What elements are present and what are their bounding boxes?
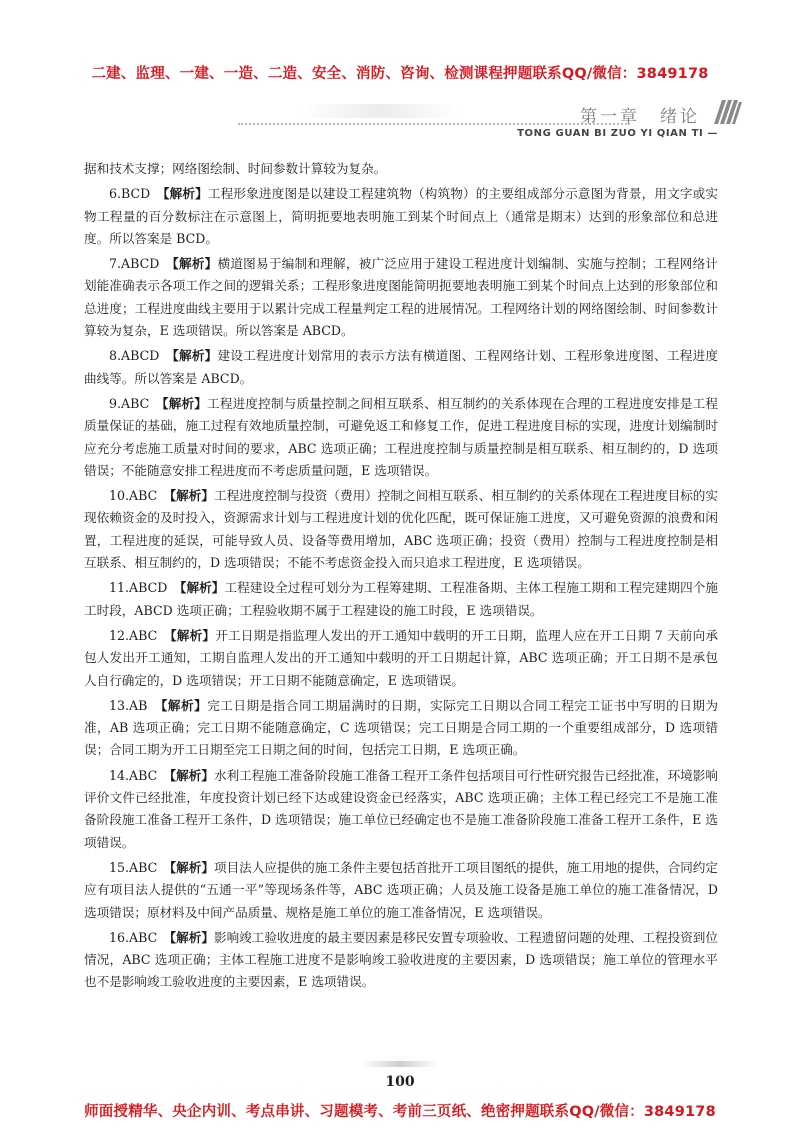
answer-explanations [84,158,718,997]
top-promo-banner: 二建、监理、一建、一造、二造、安全、消防、咨询、检测课程押题联系QQ/微信：3849178 [91,66,709,82]
answer-number: 14.ABC [109,767,158,783]
header-dotted-line [238,123,630,125]
answer-number: 7.ABCD [109,256,160,272]
answer-paragraph [84,695,718,762]
answer-paragraph [84,158,718,180]
analysis-text: 建设工程进度计划常用的表示方法有横道图、工程网络计划、工程形象进度图、工程进度曲线等。所以答案是 ABCD。 [84,348,719,386]
analysis-text: 工程形象进度图是以建设工程建筑物（构筑物）的主要组成部分示意图为背景，用文字或实物工程量的百分数标注在示意图上，简明扼要地表明施工到某个时间点上（通常是期末）达到的形象部位和总进度。所以答案是 BCD。 [84,186,719,246]
answer-number: 12.ABC [109,627,158,643]
answer-number: 13.AB [109,697,148,713]
analysis-tag: 【解析】 [162,395,208,411]
answer-number: 15.ABC [109,859,158,875]
analysis-text: 横道图易于编制和理解，被广泛应用于建设工程进度计划编制、实施与控制；工程网络计划能准确表示各项工作之间的逻辑关系；工程形象进度图能简明扼要地表明施工到某个时间点上达到的形象部位和总进度；工程进度曲线主要用于以累计完成工程量判定工程的进展情况。工程网络计划的网络图绘制、时间参数计算较为复杂，E 选项错误。所以答案是 ABCD。 [84,256,719,339]
analysis-text: 水利工程施工准备阶段施工准备工程开工条件包括项目可行性研究报告已经批准，环境影响评价文件已经批准，年度投资计划已经下达或建设资金已经落实，ABC 选项正确；主体工程已经完工不是施工准备阶段施工准备工程开工条件，D 选项错误；施工单位已经确定也不是施工准备阶段施工准备工程开工条件，E 选项错误。 [84,767,719,850]
answer-paragraph [84,625,718,692]
analysis-text: 工程进度控制与质量控制之间相互联系、相互制约的关系体现在合理的工程进度安排是工程质量保证的基础，施工过程有效地质量控制，可避免返工和修复工作，促进工程进度目标的实现，进度计划编制时应充分考虑施工质量对时间的要求，ABC 选项正确；工程进度控制与质量控制是相互联系、相互制约的，D 选项错误；不能随意安排工程进度而不考虑质量问题，E 选项错误。 [84,395,719,478]
analysis-tag: 【解析】 [169,488,214,504]
chapter-subtitle: TONG GUAN BI ZUO YI QIAN TI — [517,128,718,139]
answer-number: 11.ABCD [109,580,168,596]
analysis-tag: 【解析】 [169,859,214,875]
page-number-decoration [362,1061,438,1067]
analysis-text: 工程进度控制与投资（费用）控制之间相互联系、相互制约的关系体现在工程进度目标的实现依赖资金的及时投入，资源需求计划与工程进度计划的优化匹配，既可保证施工进度，又可避免资源的浪费和闲置，工程进度的延误，可能导致人员、设备等费用增加，ABC 选项正确；投资（费用）控制与工程进度控制是相互联系、相互制约的，D 选项错误；不能不考虑资金投入而只追求工程进度，E 选项错误。 [84,488,719,571]
analysis-tag: 【解析】 [161,697,208,713]
answer-number: 10.ABC [109,488,158,504]
answer-number: 6.BCD [109,186,151,202]
analysis-tag: 【解析】 [169,929,214,945]
analysis-tag: 【解析】 [172,348,218,364]
analysis-text: 完工日期是指合同工期届满时的日期，实际完工日期以合同工程完工证书中写明的日期为准，AB 选项正确；完工日期不能随意确定，C 选项错误；完工日期是合同工期的一个重要组成部分，D 选项错误；合同工期为开工日期至完工日期之间的时间，包括完工日期，E 选项正确。 [84,697,719,758]
answer-paragraph [84,183,718,250]
analysis-tag: 【解析】 [180,580,225,596]
answer-paragraph [84,857,718,924]
answer-paragraph [84,345,718,390]
analysis-tag: 【解析】 [170,627,216,643]
answer-paragraph [84,393,718,482]
header-fade-decoration [300,104,460,118]
page-header [0,96,800,144]
answer-number: 16.ABC [109,929,158,945]
analysis-text: 影响竣工验收进度的最主要因素是移民安置专项验收、工程遗留问题的处理、工程投资到位情况，ABC 选项正确；主体工程施工进度不是影响竣工验收进度的主要因素，D 选项错误；施工单位的管理水平也不是影响竣工验收进度的主要因素，E 选项错误。 [84,929,719,990]
analysis-tag: 【解析】 [163,186,208,202]
answer-paragraph [84,253,718,342]
analysis-text: 工程建设全过程可划分为工程筹建期、工程准备期、主体工程施工期和工程完建期四个施工时段，ABCD 选项正确；工程验收期不属于工程建设的施工时段，E 选项错误。 [84,580,719,618]
page-number: 100 [385,1074,415,1090]
answer-number: 8.ABCD [109,348,160,364]
answer-paragraph [84,485,718,574]
analysis-text: 据和技术支撑；网络图绘制、时间参数计算较为复杂。 [84,161,387,176]
answer-number: 9.ABC [109,395,150,411]
bottom-promo-banner: 师面授精华、央企内训、考点串讲、习题模考、考前三页纸、绝密押题联系QQ/微信：3849178 [84,1104,716,1120]
answer-paragraph [84,577,718,622]
analysis-text: 开工日期是指监理人发出的开工通知中载明的开工日期，监理人应在开工日期 7 天前向承包人发出开工通知，工期自监理人发出的开工通知中载明的开工日期起计算，ABC 选项正确；开工日期不是承包人自行确定的，D 选项错误；开工日期不能随意确定，E 选项错误。 [84,627,718,688]
analysis-text: 项目法人应提供的施工条件主要包括首批开工项目图纸的提供，施工用地的提供，合同约定应有项目法人提供的“五通一平”等现场条件等，ABC 选项正确；人员及施工设备是施工单位的施工准备情况，D 选项错误；原材料及中间产品质量、规格是施工单位的施工准备情况，E 选项错误。 [84,859,719,920]
analysis-tag: 【解析】 [172,256,218,272]
analysis-tag: 【解析】 [169,767,214,783]
chapter-title: 第一章 绪论 [580,107,700,127]
answer-paragraph [84,765,718,854]
answer-paragraph [84,927,718,994]
header-stripes-icon [708,100,742,124]
